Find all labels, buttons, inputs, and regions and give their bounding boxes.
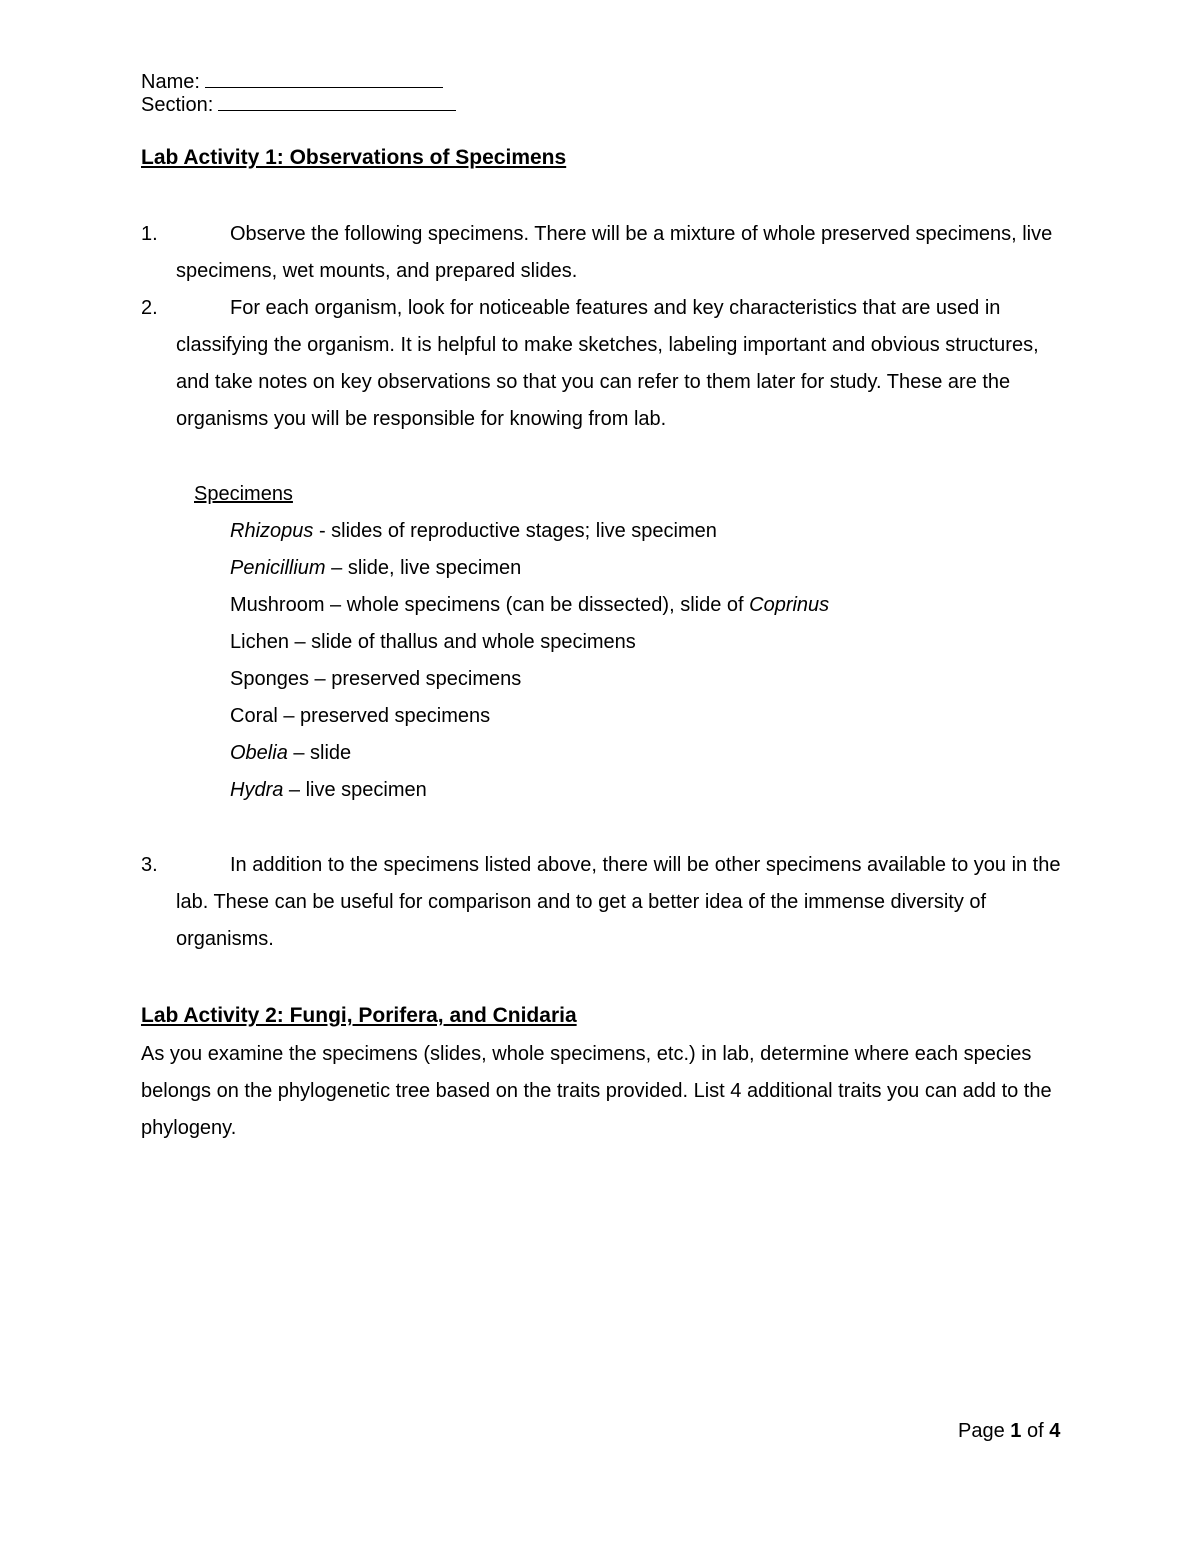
list-item: [194, 772, 829, 809]
list-item: [141, 847, 1061, 958]
item-text: For each organism, look for noticeable features and key characteristics that are used in classifying the organism. It is helpful to make sketches, labeling important and obvious structures, and take notes on key observations so that you can refer to them later for study. These are the organisms you will be responsible for knowing from lab.: [176, 297, 1039, 430]
list-item: [194, 735, 829, 772]
list-item: [194, 698, 829, 735]
specimen-desc: Sponges – preserved specimens: [230, 668, 522, 690]
name-line: [141, 70, 443, 94]
item-number: 3.: [141, 854, 158, 876]
specimen-desc: - slides of reproductive stages; live specimen: [313, 520, 717, 542]
activity2-paragraph: As you examine the specimens (slides, whole specimens, etc.) in lab, determine where each species belongs on the phylogenetic tree based on the traits provided. List 4 additional traits you can add to the phylogeny.: [141, 1043, 1052, 1139]
specimen-desc: – slide: [287, 742, 352, 764]
activity2-title: Lab Activity 2: Fungi, Porifera, and Cnidaria: [141, 1004, 577, 1027]
specimen-name: Hydra: [230, 779, 284, 801]
name-label: Name:: [141, 71, 200, 93]
specimen-desc: Mushroom – whole specimens (can be dissected), slide of: [230, 594, 750, 616]
item-number: 2.: [141, 297, 158, 319]
of-label: of: [1026, 1420, 1044, 1442]
specimen-name: Obelia: [230, 742, 288, 764]
page-number: [958, 1418, 1060, 1444]
list-item: [194, 550, 829, 587]
page-label: Page: [958, 1420, 1005, 1442]
specimen-desc: Lichen – slide of thallus and whole specimens: [230, 631, 636, 653]
list-item: [194, 513, 829, 550]
specimen-desc: Coral – preserved specimens: [230, 705, 491, 727]
specimens-list: [194, 476, 829, 809]
list-item: [141, 216, 1061, 290]
list-item: [194, 624, 829, 661]
specimen-desc: – slide, live specimen: [325, 557, 522, 579]
specimen-name: Penicillium: [230, 557, 326, 579]
list-item: [194, 661, 829, 698]
specimen-name: Coprinus: [749, 594, 830, 616]
list-item: [141, 290, 1061, 438]
specimen-name: Rhizopus: [230, 520, 314, 542]
item-number: 1.: [141, 223, 158, 245]
page-current: 1: [1010, 1420, 1022, 1442]
section-line: [141, 93, 456, 117]
page-total: 4: [1049, 1420, 1061, 1442]
list-item: [194, 587, 829, 624]
name-blank: [205, 70, 443, 88]
item-text: In addition to the specimens listed above, there will be other specimens available to you in the lab. These can be useful for comparison and to get a better idea of the immense diversity of organisms.: [176, 854, 1061, 950]
specimens-heading: Specimens: [194, 483, 293, 505]
specimen-desc: – live specimen: [283, 779, 427, 801]
item-text: Observe the following specimens. There will be a mixture of whole preserved specimens, live specimens, wet mounts, and prepared slides.: [176, 223, 1053, 282]
section-blank: [218, 93, 456, 111]
section-label: Section:: [141, 94, 214, 116]
activity1-title: Lab Activity 1: Observations of Specimens: [141, 146, 567, 169]
